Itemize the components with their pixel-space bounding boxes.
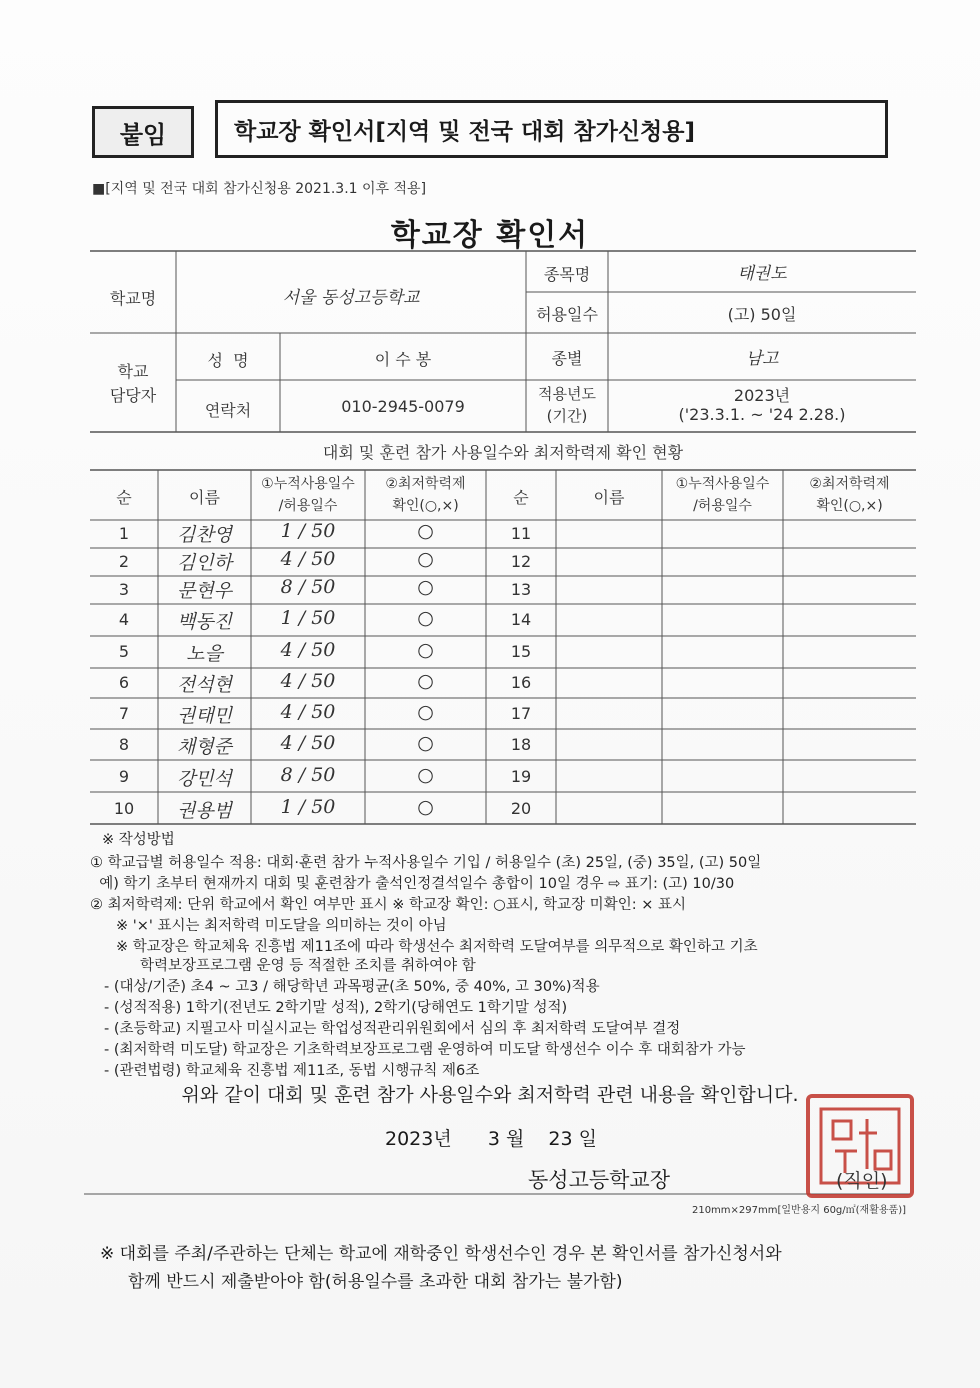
table-row-days: 4 / 50 (280, 732, 336, 754)
date-month-label: 월 (505, 1128, 525, 1150)
header-name-left: 이름 (189, 488, 220, 507)
note-line: ① 학교급별 허용일수 적용: 대회·훈련 참가 누적사용일수 기입 / 허용일수 (초) 25일, (중) 35일, (고) 50일 (90, 855, 762, 871)
note-line: - (최저학력 미도달) 학교장은 기초학력보장프로그램 운영하여 미도달 학생선수 이수 후 대회참가 가능 (104, 1042, 746, 1058)
table-row-no: 16 (510, 673, 532, 692)
header-days-right: ①누적사용일수 /허용일수 (675, 476, 770, 514)
table-row-name: 권태민 (176, 705, 233, 727)
footer-line: 함께 반드시 제출받아야 함(허용일수를 초과한 대회 참가는 불가함) (128, 1272, 623, 1292)
date-day: 23 (548, 1128, 573, 1150)
table-row-no: 1 (118, 524, 130, 543)
paper-spec: 210mm×297mm[일반용지 60g/㎡(재활용품)] (691, 1205, 906, 1216)
notes-heading: ※ 작성방법 (102, 832, 175, 848)
allowed-value: (고) 50일 (727, 305, 797, 324)
table-row-check: ○ (417, 732, 434, 754)
table-row-no: 20 (510, 799, 532, 818)
table-row-no: 15 (510, 642, 532, 661)
doc-title: 학교장 확인서 (390, 218, 590, 253)
header-days-left: ①누적사용일수 /허용일수 (261, 476, 355, 514)
year-value: 2023년 (733, 386, 791, 405)
table-row-no: 13 (510, 580, 532, 599)
category-value: 남고 (745, 349, 779, 369)
contact-group-label: 학교 담당자 (109, 362, 157, 405)
table-row-name: 전석현 (176, 674, 233, 696)
table-row-no: 14 (510, 610, 532, 629)
note-line: - (초등학교) 지필고사 미실시교는 학업성적관리위원회에서 심의 후 최저학력 도달여부 결정 (104, 1021, 681, 1037)
table-row-check: ○ (417, 520, 434, 542)
sport-label: 종목명 (543, 265, 591, 284)
issue-date (385, 1124, 597, 1151)
applies-note: ■[지역 및 전국 대회 참가신청용 2021.3.1 이후 적용] (92, 181, 427, 197)
phone-label: 연락처 (204, 401, 252, 420)
table-row-name: 노을 (186, 643, 223, 665)
table-row-no: 6 (118, 673, 130, 692)
principal-name: 동성고등학교장 (528, 1168, 671, 1192)
header-check-left: ②최저학력제 확인(○,×) (385, 476, 466, 514)
school-value: 서울 동성고등학교 (282, 288, 420, 308)
sport-value: 태권도 (737, 264, 787, 284)
confirm-statement: 위와 같이 대회 및 훈련 참가 사용일수와 최저학력 관련 내용을 확인합니다. (181, 1084, 799, 1106)
table-row-name: 문현우 (176, 580, 233, 602)
name-value: 이 수 봉 (374, 350, 432, 369)
date-day-label: 일 (578, 1128, 597, 1150)
table-row-no: 7 (118, 704, 130, 723)
table-row-no: 8 (118, 735, 130, 754)
table-row-days: 4 / 50 (280, 701, 336, 723)
table-row-no: 4 (118, 610, 130, 629)
table-row-name: 김인하 (176, 552, 233, 574)
note-line: ※ 학교장은 학교체육 진흥법 제11조에 따라 학생선수 최저학력 도달여부를 의무적으로 확인하고 기초 (116, 939, 758, 955)
table-row-days: 8 / 50 (280, 576, 336, 598)
table-row-days: 8 / 50 (280, 764, 336, 786)
table-row-no: 9 (118, 767, 130, 786)
note-line: - (대상/기준) 초4 ~ 고3 / 해당학년 과목평균(초 50%, 중 40%, 고 30%)적용 (104, 979, 600, 995)
table-row-name: 백동진 (176, 611, 233, 633)
status-title: 대회 및 훈련 참가 사용일수와 최저학력제 확인 현황 (322, 443, 684, 462)
phone-value: 010-2945-0079 (341, 397, 465, 416)
school-label: 학교명 (109, 289, 157, 308)
header-name-right: 이름 (593, 488, 625, 507)
note-line: ② 최저학력제: 단위 학교에서 확인 여부만 표시 ※ 학교장 확인: ○표시, 학교장 미확인: × 표시 (90, 897, 686, 913)
note-line: 학력보장프로그램 운영 등 적절한 조치를 취하여야 함 (140, 958, 476, 974)
date-year: 2023년 (385, 1128, 452, 1150)
footer-line: ※ 대회를 주최/주관하는 단체는 학교에 재학중인 학생선수인 경우 본 확인서를 참가신청서와 (100, 1244, 782, 1264)
table-row-no: 12 (510, 552, 532, 571)
date-month: 3 (487, 1128, 500, 1150)
table-row-no: 11 (510, 524, 532, 543)
table-row-days: 1 / 50 (280, 607, 336, 629)
table-row-days: 4 / 50 (280, 670, 336, 692)
table-row-name: 채형준 (176, 736, 233, 758)
table-row-check: ○ (417, 701, 434, 723)
allowed-label: 허용일수 (536, 305, 598, 324)
table-row-no: 2 (118, 552, 130, 571)
table-row-check: ○ (417, 548, 434, 570)
table-row-days: 4 / 50 (280, 548, 336, 570)
table-row-check: ○ (417, 607, 434, 629)
table-row-days: 1 / 50 (280, 796, 336, 818)
header-check-right: ②최저학력제 확인(○,×) (809, 476, 890, 514)
seal-label: (직인) (836, 1170, 888, 1192)
period-value: ('23.3.1. ~ '24 2.28.) (678, 405, 846, 424)
header-no-left: 순 (116, 488, 132, 507)
box-title: 학교장 확인서[지역 및 전국 대회 참가신청용] (215, 100, 888, 158)
note-line: - (관련법령) 학교체육 진흥법 제11조, 동법 시행규칙 제6조 (104, 1063, 480, 1079)
table-row-no: 5 (118, 642, 130, 661)
year-label: 적용년도 (기간) (538, 385, 596, 425)
category-label: 종별 (551, 349, 583, 368)
table-row-check: ○ (417, 639, 434, 661)
table-row-check: ○ (417, 670, 434, 692)
table-row-check: ○ (417, 764, 434, 786)
table-row-name: 강민석 (176, 768, 233, 790)
table-row-no: 17 (510, 704, 532, 723)
note-line: - (성적적용) 1학기(전년도 2학기말 성적), 2학기(당해연도 1학기말 성적) (104, 1000, 568, 1016)
table-row-name: 김찬영 (176, 524, 233, 546)
header-no-right: 순 (513, 488, 529, 507)
table-row-no: 3 (118, 580, 130, 599)
note-line: ※ '×' 표시는 최저학력 미도달을 의미하는 것이 아님 (116, 918, 447, 934)
table-row-days: 1 / 50 (280, 520, 336, 542)
table-row-no: 18 (510, 735, 532, 754)
table-row-check: ○ (417, 796, 434, 818)
table-row-days: 4 / 50 (280, 639, 336, 661)
attachment-tag: 붙임 (92, 106, 194, 158)
table-row-check: ○ (417, 576, 434, 598)
table-row-name: 권용범 (176, 800, 233, 822)
name-label: 성 명 (207, 351, 249, 370)
note-line: 예) 학기 초부터 현재까지 대회 및 훈련참가 출석인정결석일수 총합이 10일 경우 ⇨ 표기: (고) 10/30 (90, 876, 735, 892)
table-row-no: 19 (510, 767, 532, 786)
table-row-no: 10 (113, 799, 135, 818)
